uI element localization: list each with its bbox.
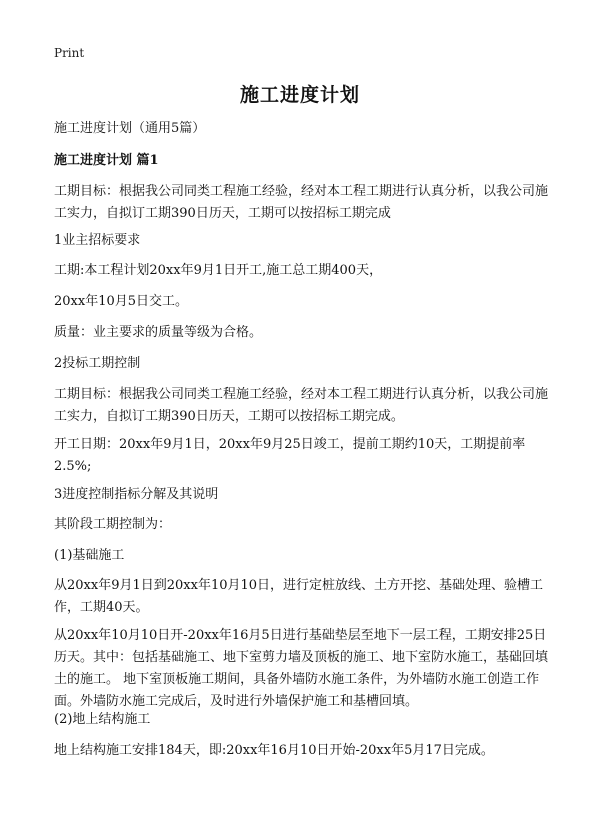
paragraph-1: 工期目标：根据我公司同类工程施工经验，经对本工程工期进行认真分析，以我公司施工实力，自拟订工期390日历天，工期可以按招标工期完成 [54, 184, 549, 221]
paragraph-2: 1业主招标要求 [54, 233, 141, 248]
paragraph-7: 工期目标：根据我公司同类工程施工经验，经对本工程工期进行认真分析，以我公司施工实力，自拟订工期390日历天，工期可以按招标工期完成。 [54, 387, 549, 424]
page-title: 施工进度计划 [239, 84, 360, 106]
paragraph-8: 开工日期：20xx年9月1日，20xx年9月25日竣工，提前工期约10天，工期提前率2.5%; [54, 437, 526, 474]
paragraph-5: 质量：业主要求的质量等级为合格。 [54, 325, 263, 340]
section-heading: 施工进度计划 篇1 [54, 153, 159, 168]
paragraph-10: 其阶段工期控制为： [54, 517, 172, 532]
paragraph-3: 工期:本工程计划20xx年9月1日开工,施工总工期400天， [54, 263, 383, 278]
paragraph-14: (2)地上结构施工 [54, 712, 151, 727]
paragraph-9: 3进度控制指标分解及其说明 [54, 487, 219, 502]
paragraph-11: (1)基础施工 [54, 548, 125, 563]
print-label: Print [54, 46, 85, 60]
paragraph-12: 从20xx年9月1日到20xx年10月10日，进行定桩放线、土方开挖、基础处理、验槽工作，工期40天。 [54, 578, 544, 615]
paragraph-6: 2投标工期控制 [54, 356, 141, 371]
paragraph-15: 地上结构施工安排184天，即:20xx年16月10日开始-20xx年5月17日完成。 [54, 743, 494, 758]
document-subtitle: 施工进度计划（通用5篇） [54, 121, 206, 136]
paragraph-13: 从20xx年10月10日开-20xx年16月5日进行基础垫层至地下一层工程，工期安排25日历天。其中：包括基础施工、地下室剪力墙及顶板的施工、地下室防水施工，基础回填土的施工。 地下室顶板施工期间，具备外墙防水施工条件，为外墙防水施工创造工作面。外墙防水施工完成后，及时进行外墙保护施工和基槽回填。 [54, 628, 549, 709]
paragraph-4: 20xx年10月5日交工。 [54, 294, 189, 309]
